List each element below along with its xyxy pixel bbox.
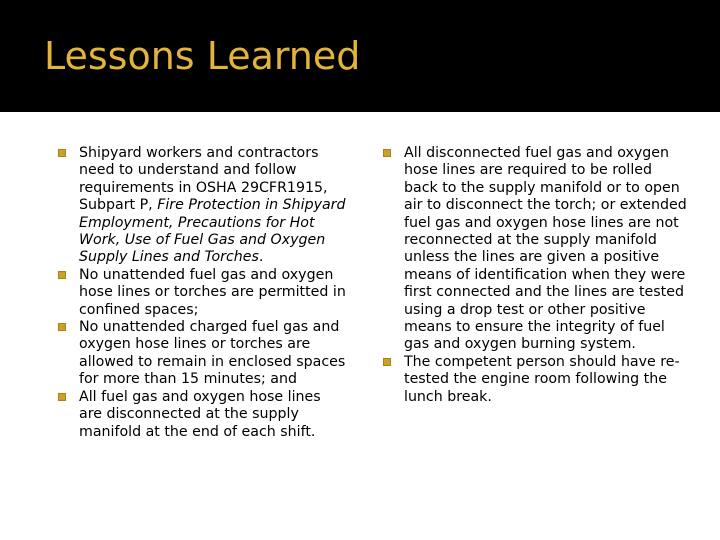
- list-item-text: Shipyard workers and contractors need to understand and follow requirements in OSHA 29CFR1915, Subpart P,: [79, 145, 328, 214]
- list-item-text: All disconnected fuel gas and oxygen hose lines are required to be rolled back to the supply manifold or to open air to disconnect the torch; or extended fuel gas and oxygen hose lines are not reconnected at the supply manifold unless the lines are given a positive means of identification when they were first connected and the lines are tested using a drop test or other positive means to ensure the integrity of fuel gas and oxygen burning system.: [404, 145, 687, 353]
- list-item: [58, 319, 348, 389]
- list-item: [58, 389, 348, 441]
- right-column: [383, 145, 688, 406]
- list-item-emphasis: Fire Protection in Shipyard Employment, Precautions for Hot Work, Use of Fuel Gas and Oxygen Supply Lines and Torches: [79, 197, 346, 266]
- square-bullet-icon: [58, 393, 66, 401]
- square-bullet-icon: [58, 149, 66, 157]
- slide-content: [0, 112, 720, 540]
- list-item-text: The competent person should have re-tested the engine room following the lunch break.: [404, 353, 680, 405]
- list-item-text: No unattended charged fuel gas and oxygen hose lines or torches are allowed to remain in enclosed spaces for more than 15 minutes; and: [79, 319, 346, 388]
- left-bullet-list: [58, 145, 348, 441]
- list-item: [383, 145, 688, 354]
- list-item: [58, 145, 348, 267]
- title-bar: [0, 0, 720, 112]
- list-item: [58, 267, 348, 319]
- right-bullet-list: [383, 145, 688, 406]
- list-item: [383, 354, 688, 406]
- list-item-text: All fuel gas and oxygen hose lines are disconnected at the supply manifold at the end of each shift.: [79, 388, 321, 440]
- square-bullet-icon: [58, 323, 66, 331]
- list-item-text: No unattended fuel gas and oxygen hose lines or torches are permitted in confined spaces;: [79, 266, 346, 318]
- square-bullet-icon: [58, 271, 66, 279]
- left-column: [58, 145, 348, 441]
- square-bullet-icon: [383, 149, 391, 157]
- list-item-text-end: .: [258, 249, 264, 266]
- slide-title: Lessons Learned: [44, 34, 361, 78]
- square-bullet-icon: [383, 358, 391, 366]
